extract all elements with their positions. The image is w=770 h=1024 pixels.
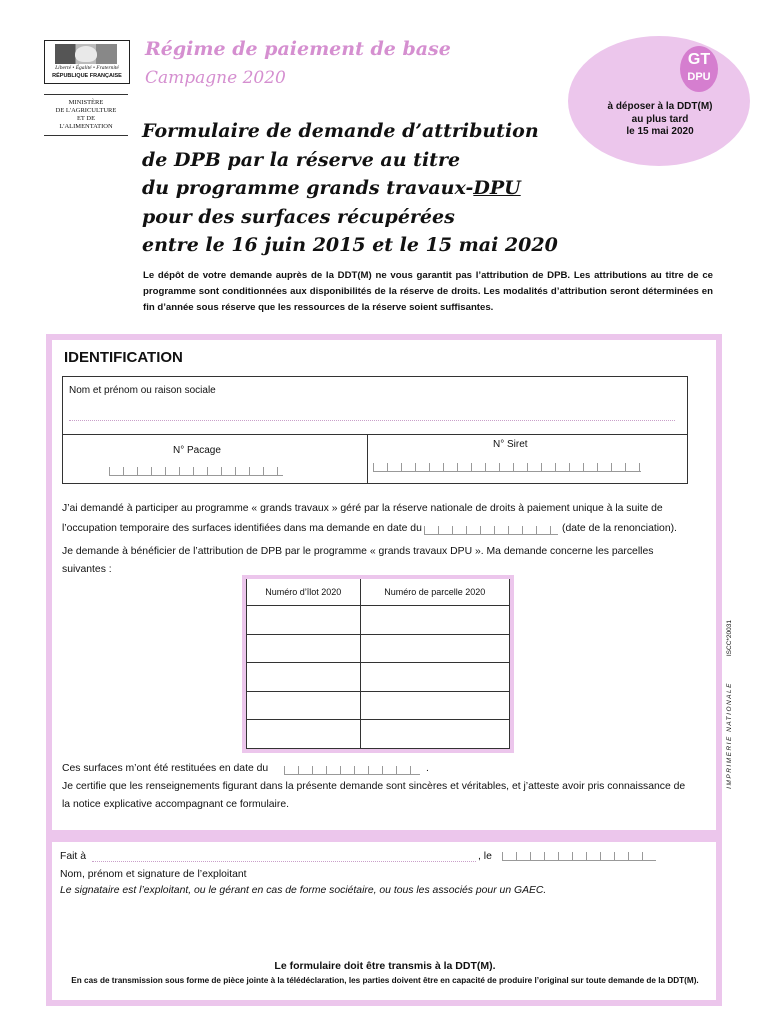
badge-gt: GT [687,51,711,68]
footer-title: Le formulaire doit être transmis à la DDT(M). [274,960,496,972]
siret-input[interactable] [373,463,641,472]
restitution-suffix: . [426,763,429,774]
table-row [247,691,510,720]
parcelle-cell[interactable] [360,634,509,663]
section-title: IDENTIFICATION [64,349,183,366]
table-row [247,606,510,635]
le-label: , le [478,851,492,862]
logo-country: RÉPUBLIQUE FRANÇAISE [52,73,122,79]
ministry-line: MINISTÈRE [68,99,104,106]
republique-francaise-logo [44,40,130,84]
participation-line2: l’occupation temporaire des surfaces identifiées dans ma demande en date du [62,523,422,534]
intro-paragraph: Le dépôt de votre demande auprès de la DDT(M) ne vous garantit pas l’attribution de DPB. Les attributions au titre de ce programme sont conditionnées aux disponibilités de la réserve de droits. Les modalités d’attribution seront déterminées en fin d’année sous réserve que les ressources de la réserve soient suffisantes. [143,270,713,313]
parcel-table [242,575,514,753]
title-line-text: du programme grands travaux- [142,177,474,199]
table-row [247,720,510,749]
title-dpu: DPU [473,177,521,199]
fait-a-input[interactable] [92,860,476,862]
renonciation-date-input[interactable] [424,526,558,535]
imprimerie-text: IMPRIMERIE NATIONALE [726,682,733,789]
pacage-input[interactable] [109,467,283,476]
restitution-label: Ces surfaces m’ont été restituées en date du [62,763,269,774]
ilot-cell[interactable] [247,606,361,635]
ilot-cell[interactable] [247,663,361,692]
name-row [63,377,687,435]
ilot-cell[interactable] [247,691,361,720]
logo-motto: Liberté • Égalité • Fraternité [55,65,119,71]
parcelle-header: Numéro de parcelle 2020 [360,579,509,606]
title-line: de DPB par la réserve au titre [142,148,461,171]
ministry-line: DE L'AGRICULTURE [55,107,117,114]
certification-paragraph: Je certifie que les renseignements figurant dans la présente demande sont sincères et véritables, et j’atteste avoir pris connaissance de la notice explicative accompagnant ce formulaire. [62,781,686,810]
ilot-header: Numéro d’îlot 2020 [247,579,361,606]
deposit-line: le 15 mai 2020 [626,126,694,137]
ministry-line: L'ALIMENTATION [59,123,113,130]
signature-name-label: Nom, prénom et signature de l’exploitant [60,869,247,880]
ilot-cell[interactable] [247,634,361,663]
iscc-code: ISCC*20031 [726,620,733,657]
title-line [142,174,562,203]
signature-note: Le signataire est l’exploitant, ou le gérant en cas de forme sociétaire, ou tous les associés pour un GAEC. [60,885,547,896]
fait-a-label: Fait à [60,851,86,862]
parcelle-cell[interactable] [360,663,509,692]
table-row [247,663,510,692]
deposit-line: à déposer à la DDT(M) [607,101,713,112]
badge-dpu: DPU [687,71,711,83]
signature-date-input[interactable] [502,852,656,861]
title-line: entre le 16 juin 2015 et le 15 mai 2020 [142,234,558,256]
regime-title: Régime de paiement de base [145,38,451,60]
ministry-line: ET DE [76,115,96,122]
column-divider [367,434,368,483]
side-imprint [724,620,738,820]
renonciation-suffix: (date de la renonciation). [562,523,677,534]
identification-box [62,376,688,484]
ilot-cell[interactable] [247,720,361,749]
campagne-title: Campagne 2020 [145,68,286,88]
name-label: Nom et prénom ou raison sociale [69,385,216,396]
deposit-deadline [590,101,730,139]
ministry-label [44,94,128,136]
footer-note: En cas de transmission sous forme de pièce jointe à la télédéclaration, les parties doivent être en capacité de produire l’original sur toute demande de la DDT(M). [71,976,699,985]
table-row [247,634,510,663]
form-title [142,117,562,260]
title-line: pour des surfaces récupérées [142,205,455,228]
parcelle-cell[interactable] [360,606,509,635]
title-line: Formulaire de demande d’attribution [142,120,539,142]
siret-label: N° Siret [493,439,528,450]
participation-line1: J’ai demandé à participer au programme « grands travaux » géré par la réserve nationale de droits à paiement unique à la suite de [62,503,663,514]
marianne-emblem [55,44,117,64]
pacage-label: N° Pacage [173,445,221,456]
name-input-line[interactable] [69,419,675,421]
parcelle-cell[interactable] [360,720,509,749]
restitution-date-input[interactable] [284,766,420,775]
deposit-line: au plus tard [631,113,689,125]
parcelle-cell[interactable] [360,691,509,720]
gt-dpu-badge [680,46,718,92]
parcel-request-paragraph: Je demande à bénéficier de l’attribution de DPB par le programme « grands travaux DPU ». Ma demande concerne les parcelles suivantes : [62,546,654,575]
